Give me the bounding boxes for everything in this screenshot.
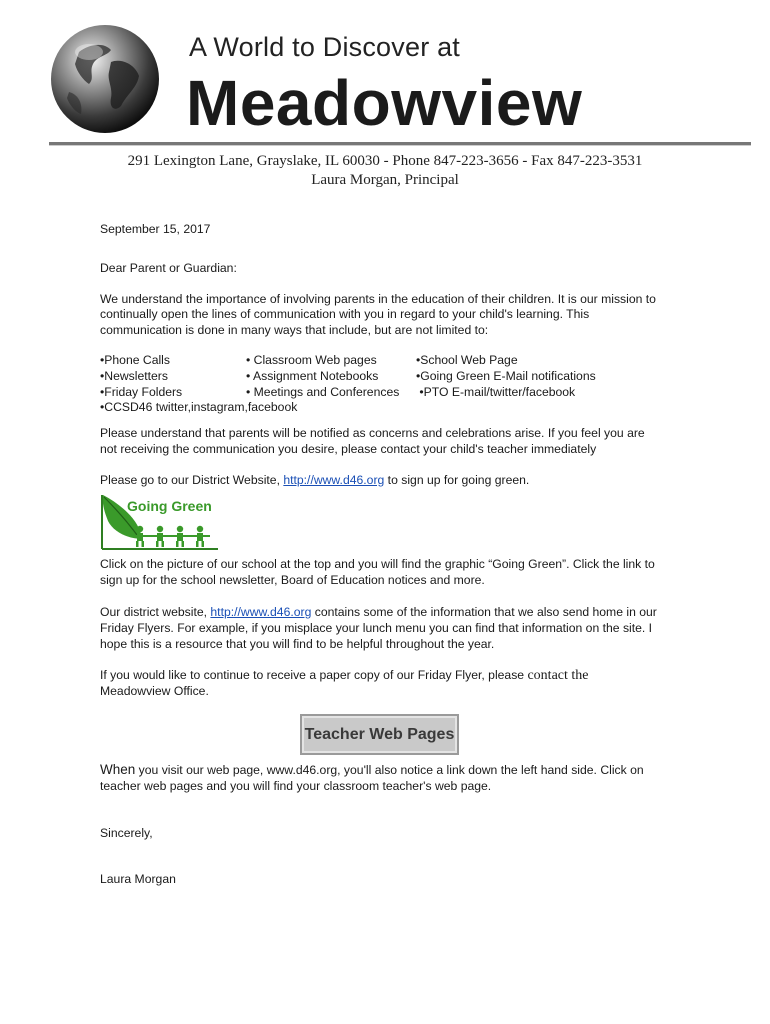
globe-icon [49,22,161,136]
list-item: • Meetings and Conferences [246,384,400,399]
list-item: •Friday Folders [100,384,183,399]
letter-greeting: Dear Parent or Guardian: [100,260,237,275]
district-text-after: contains some of the information that we also send home in our Friday Flyers. For example, if you misplace your lunch menu you can find that information on the site. I hope this is a resource that you will find to be helpful throughout the year. [100,604,657,651]
closing: Sincerely, [100,825,153,840]
signup-text-before: Please go to our District Website, [100,472,284,487]
list-item: •CCSD46 twitter,instagram,facebook [100,400,298,415]
visit-first-word: When [100,761,136,777]
principal-line: Laura Morgan, Principal [311,172,459,188]
letter-date: September 15, 2017 [100,222,211,236]
paper-text-after: Meadowview Office. [100,684,209,699]
visit-text: you visit our web page, www.d46.org, you'll also notice a link down the left hand side. Click on teacher web pages and you will find your classroom teacher's web page. [100,762,644,793]
school-address-block [0,152,770,190]
school-name: Meadowview [186,67,583,139]
paper-copy-paragraph [100,668,660,700]
visit-paragraph [100,762,660,795]
teacher-web-pages-area [100,714,660,762]
district-signup-paragraph [100,473,660,489]
address-line: 291 Lexington Lane, Grayslake, IL 60030 - Phone 847-223-3656 - Fax 847-223-3531 [127,153,643,169]
list-item: • Assignment Notebooks [246,368,379,383]
communication-methods-list [100,353,660,417]
paper-text-serif: contact the [527,668,589,684]
going-green-logo[interactable] [100,493,230,553]
signer-name: Laura Morgan [100,872,176,887]
tagline: A World to Discover at [189,32,460,62]
click-on-paragraph: Click on the picture of our school at the top and you will find the graphic “Going Green”. Click the link to sign up for the school newsletter, Board of Education notices and more. [100,557,655,588]
letter-body [100,222,660,888]
district-website-link-2[interactable]: http://www.d46.org [210,604,312,619]
header-divider [49,142,751,146]
list-item: •School Web Page [416,352,518,367]
district-website-paragraph [100,605,660,652]
list-item: •Newsletters [100,368,168,383]
list-item: •PTO E-mail/twitter/facebook [416,384,576,399]
methods-column-2 [246,353,399,400]
teacher-web-pages-button[interactable]: Teacher Web Pages [300,714,459,755]
district-text-before: Our district website, [100,604,211,619]
list-item: •Phone Calls [100,352,170,367]
paper-text-before: If you would like to continue to receive a paper copy of our Friday Flyer, please [100,668,528,683]
list-item: •Going Green E-Mail notifications [416,368,596,383]
notify-paragraph: Please understand that parents will be notified as concerns and celebrations arise. If you feel you are not receiving the communication you desire, please contact your child's teacher immediately [100,425,645,456]
signup-text-after: to sign up for going green. [384,472,530,487]
list-item: • Classroom Web pages [246,352,377,367]
methods-column-3 [416,353,596,400]
district-website-link[interactable]: http://www.d46.org [283,472,385,487]
going-green-label: Going Green [127,498,212,515]
intro-paragraph: We understand the importance of involving parents in the education of their children. It is our mission to continually open the lines of communication with you in regard to your child's learning. This communication is done in many ways that include, but are not limited to: [100,291,656,338]
